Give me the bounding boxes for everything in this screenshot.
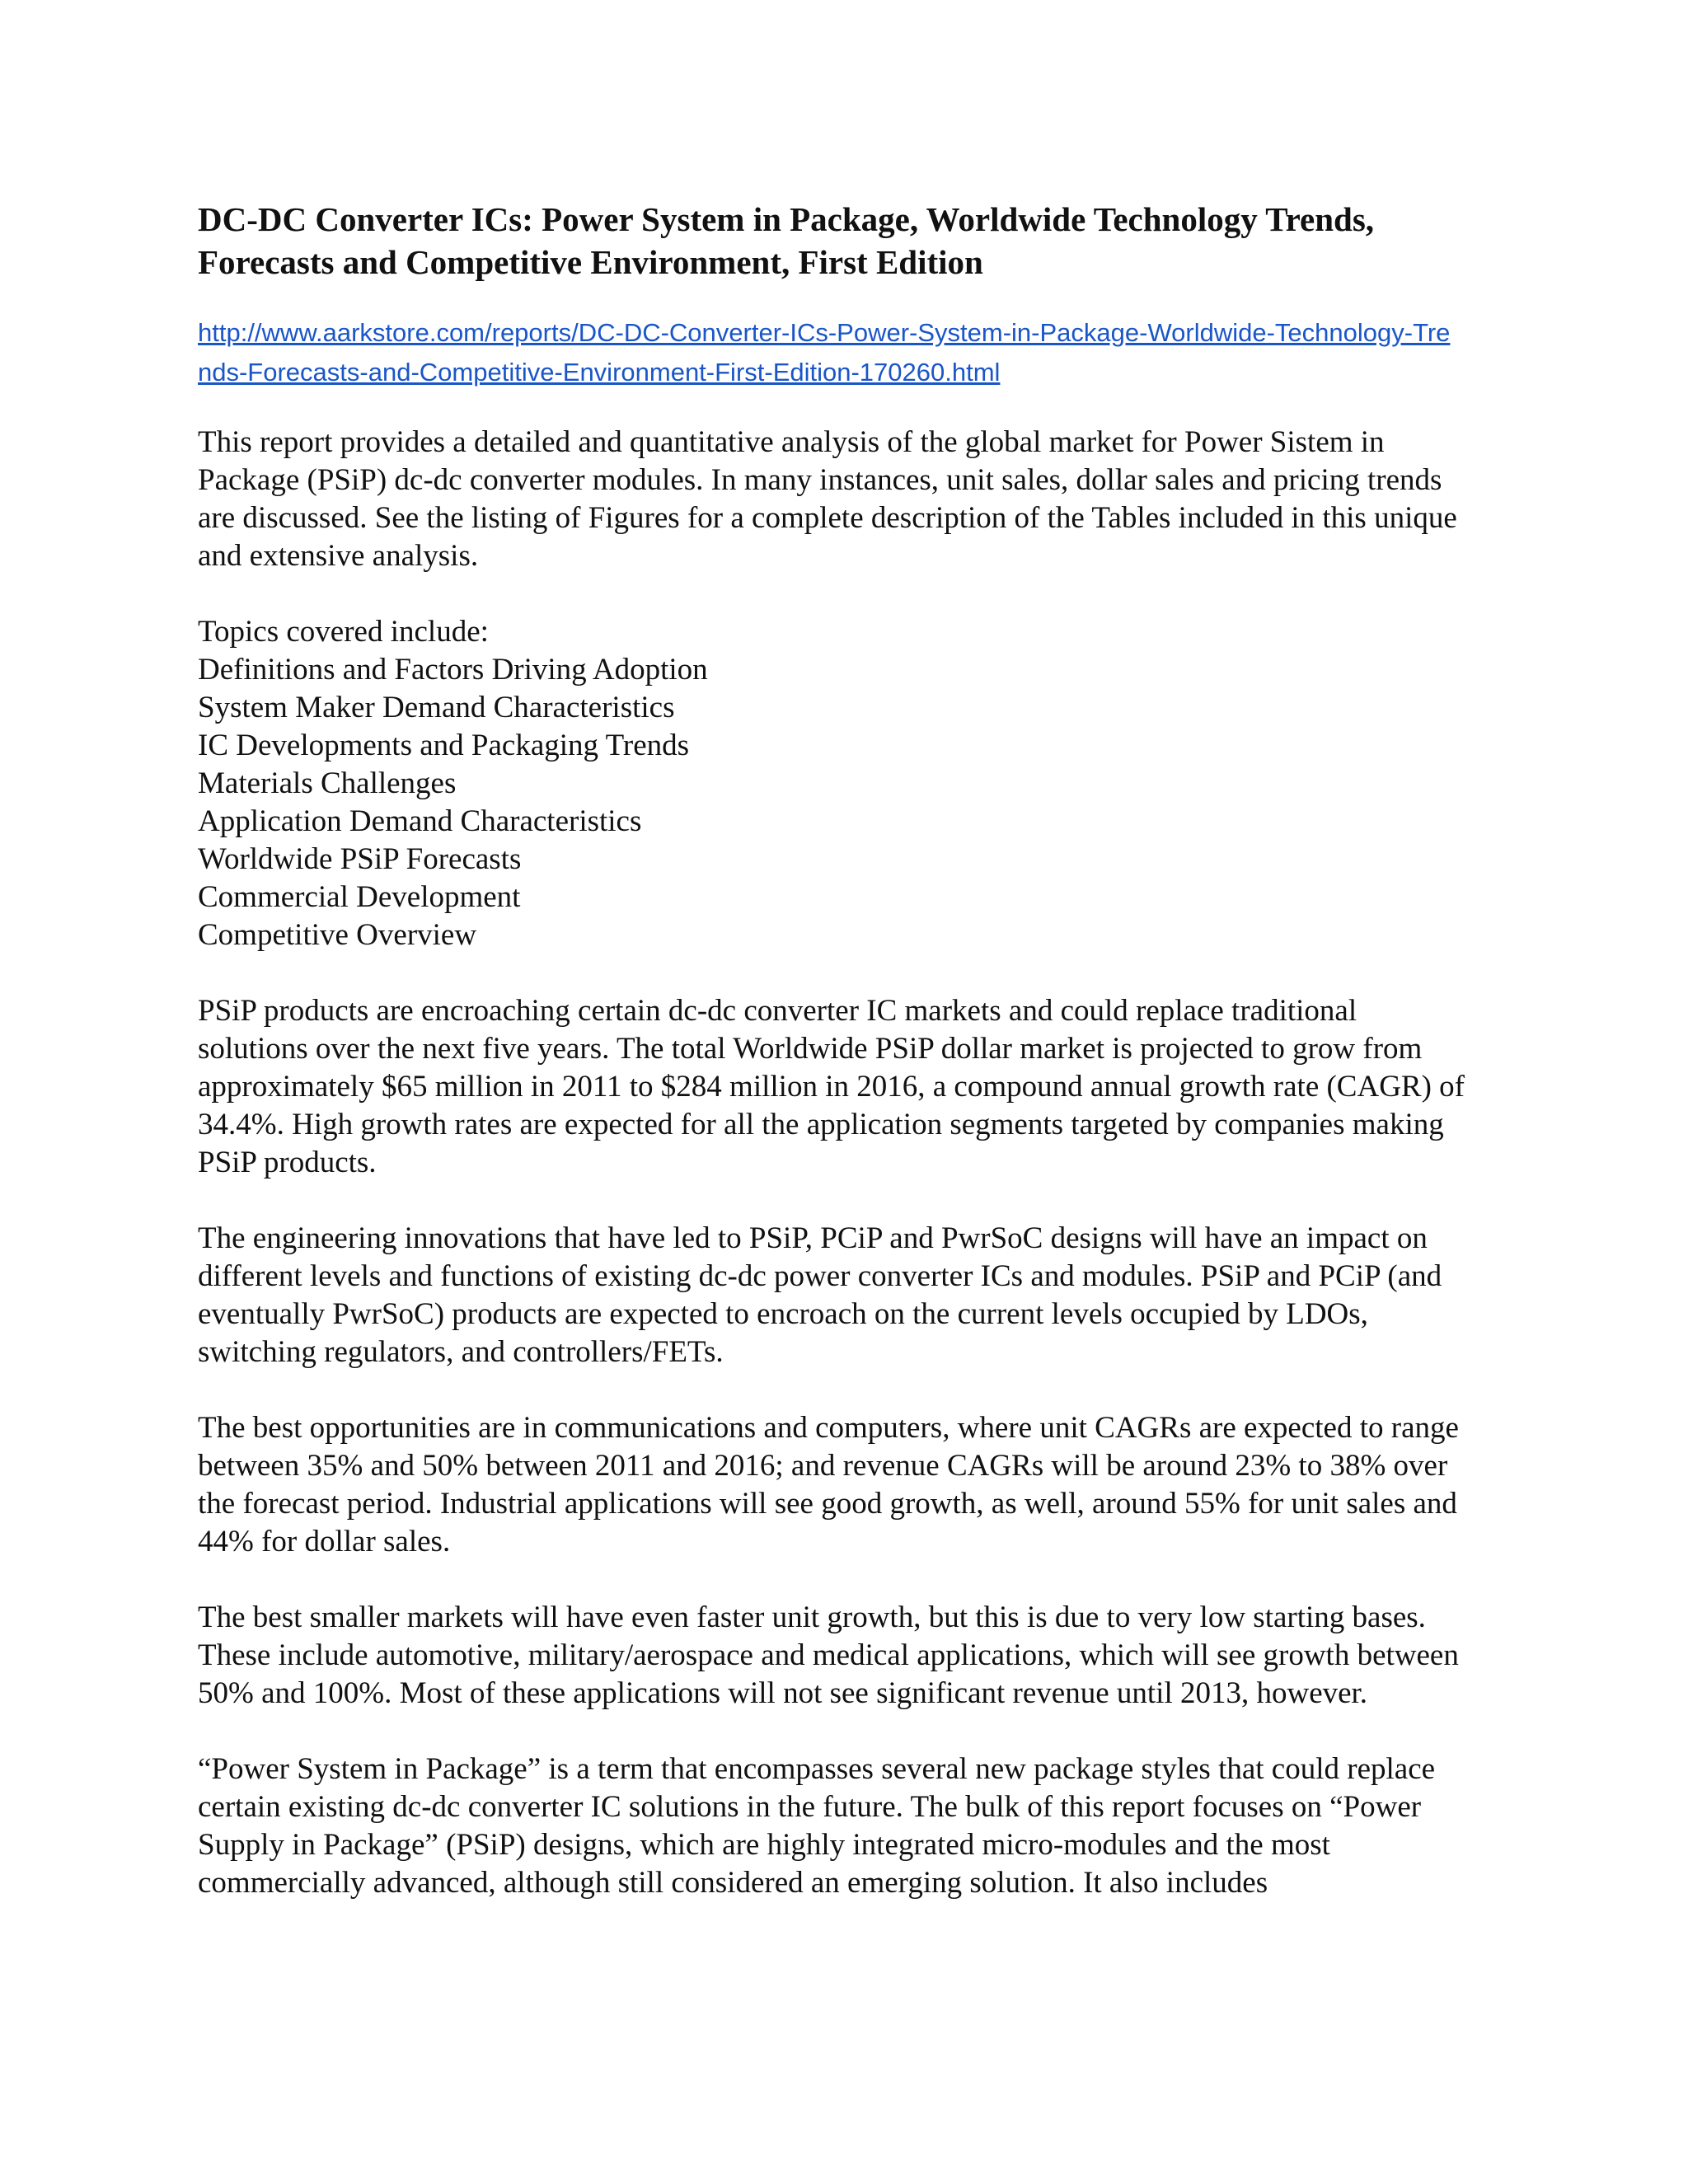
topic-item: System Maker Demand Characteristics (198, 691, 675, 724)
topic-item: Definitions and Factors Driving Adoption (198, 653, 708, 687)
topic-item: Application Demand Characteristics (198, 804, 642, 838)
topic-item: Worldwide PSiP Forecasts (198, 842, 522, 876)
body-paragraph: The engineering innovations that have led to PSiP, PCiP and PwrSoC designs will have an impact on different levels and functions of existing dc-dc power converter ICs and modules. PSiP and PCiP (and eventually PwrSoC) products are expected to encroach on the current levels occupied by LDOs, switching regulators, and controllers/FETs. (198, 1221, 1442, 1369)
body-paragraph: “Power System in Package” is a term that encompasses several new package styles that could replace certain existing dc-dc converter IC solutions in the future. The bulk of this report focuses on “Power Supply in Package” (PSiP) designs, which are highly integrated micro-modules and the most commercially advanced, although still considered an emerging solution. It also includes (198, 1752, 1436, 1900)
topics-list (198, 613, 1474, 954)
body-paragraph: The best smaller markets will have even faster unit growth, but this is due to very low starting bases. These include automotive, military/aerospace and medical applications, which will see growth between 50% and 100%. Most of these applications will not see significant revenue until 2013, however. (198, 1601, 1459, 1710)
topic-item: Commercial Development (198, 880, 521, 914)
report-url-link[interactable]: http://www.aarkstore.com/reports/DC-DC-Converter-ICs-Power-System-in-Package-Worldwide-Technology-Trends-Forecasts-and-Competitive-Environment-First-Edition-170260.html (198, 318, 1451, 387)
intro-paragraph: This report provides a detailed and quantitative analysis of the global market for Power Sistem in Package (PSiP) dc-dc converter modules. In many instances, unit sales, dollar sales and pricing trends are discussed. See the listing of Figures for a complete description of the Tables included in this unique and extensive analysis. (198, 425, 1457, 573)
topic-item: Competitive Overview (198, 918, 477, 952)
body-paragraph: The best opportunities are in communications and computers, where unit CAGRs are expected to range between 35% and 50% between 2011 and 2016; and revenue CAGRs will be around 23% to 38% over the forecast period. Industrial applications will see good growth, as well, around 55% for unit sales and 44% for dollar sales. (198, 1411, 1459, 1558)
topic-item: IC Developments and Packaging Trends (198, 729, 690, 762)
body-paragraph: PSiP products are encroaching certain dc-dc converter IC markets and could replace traditional solutions over the next five years. The total Worldwide PSiP dollar market is projected to grow from approximately $65 million in 2011 to $284 million in 2016, a compound annual growth rate (CAGR) of 34.4%. High growth rates are expected for all the application segments targeted by companies making PSiP products. (198, 994, 1465, 1179)
document-title: DC-DC Converter ICs: Power System in Package, Worldwide Technology Trends, Forecasts and Competitive Environment, First Edition (198, 200, 1375, 281)
topic-item: Materials Challenges (198, 766, 457, 800)
topics-heading: Topics covered include: (198, 615, 489, 649)
